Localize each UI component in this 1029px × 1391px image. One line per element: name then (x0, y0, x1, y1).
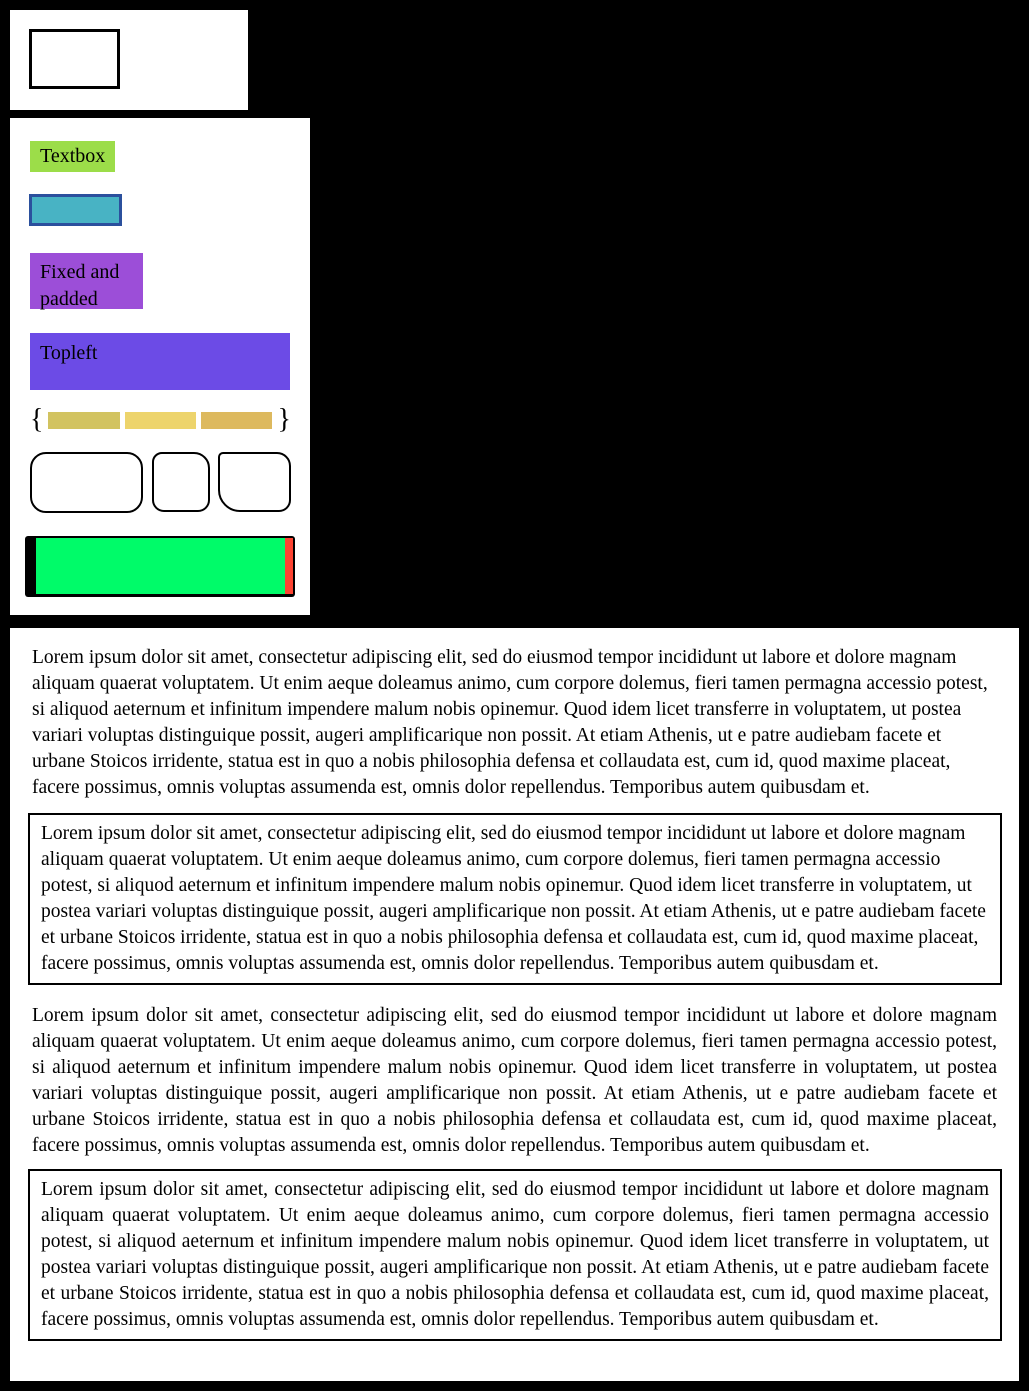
close-brace: } (277, 404, 291, 435)
topleft-box: Topleft (30, 333, 290, 390)
color-swatch (48, 412, 120, 429)
rounded-rectangle (30, 452, 143, 513)
widget-panel (10, 118, 310, 615)
outlined-rectangle (29, 29, 120, 89)
open-brace: { (30, 404, 44, 435)
lorem-paragraph-boxed: Lorem ipsum dolor sit amet, consectetur adipiscing elit, sed do eiusmod tempor incididunt ut labore et dolore magnam aliquam quaerat voluptatem. Ut enim aeque doleamus animo, cum corpore dolemus, fieri tamen permagna accessio potest, si aliquod aeternum et infinitum impendere malum nobis opinemur. Quod idem licet transferre in voluptatem, ut postea variari voluptas distinguique possit, augeri amplificarique non possit. At etiam Athenis, ut e patre audiebam facete et urbane Stoicos irridente, statua est in quo a nobis philosophia defensa et collaudata est, cum id, quod maxime placeat, facere possimus, omnis voluptas assumenda est, omnis dolor repellendus. Temporibus autem quibusdam et. (28, 813, 1002, 985)
brace-row (30, 403, 291, 437)
color-swatch (201, 412, 272, 429)
rounded-rectangle (218, 452, 291, 512)
lorem-paragraph-justified: Lorem ipsum dolor sit amet, consectetur adipiscing elit, sed do eiusmod tempor incididunt ut labore et dolore magnam aliquam quaerat voluptatem. Ut enim aeque doleamus animo, cum corpore dolemus, fieri tamen permagna accessio potest, si aliquod aeternum et infinitum impendere malum nobis opinemur. Quod idem licet transferre in voluptatem, ut postea variari voluptas distinguique possit, augeri amplificarique non possit. At etiam Athenis, ut e patre audiebam facete et urbane Stoicos irridente, statua est in quo a nobis philosophia defensa et collaudata est, cum id, quod maxime placeat, facere possimus, omnis voluptas assumenda est, omnis dolor repellendus. Temporibus autem quibusdam et. (32, 1005, 997, 1156)
color-swatch (125, 412, 196, 429)
top-panel (10, 10, 248, 110)
progress-bar (25, 536, 295, 597)
progress-fill (36, 538, 285, 594)
input-box[interactable] (29, 194, 122, 226)
document-panel (10, 628, 1019, 1381)
lorem-paragraph-boxed-justified: Lorem ipsum dolor sit amet, consectetur adipiscing elit, sed do eiusmod tempor incididunt ut labore et dolore magnam aliquam quaerat voluptatem. Ut enim aeque doleamus animo, cum corpore dolemus, fieri tamen permagna accessio potest, si aliquod aeternum et infinitum impendere malum nobis opinemur. Quod idem licet transferre in voluptatem, ut postea variari voluptas distinguique possit, augeri amplificarique non possit. At etiam Athenis, ut e patre audiebam facete et urbane Stoicos irridente, statua est in quo a nobis philosophia defensa et collaudata est, cum id, quod maxime placeat, facere possimus, omnis voluptas assumenda est, omnis dolor repellendus. Temporibus autem quibusdam et. (28, 1169, 1002, 1341)
fixed-padded-box: Fixed and padded (30, 253, 143, 309)
rounded-rectangle (152, 452, 210, 512)
textbox-widget[interactable]: Textbox (30, 141, 115, 172)
progress-end-cap (285, 538, 293, 594)
lorem-paragraph-plain: Lorem ipsum dolor sit amet, consectetur adipiscing elit, sed do eiusmod tempor incididunt ut labore et dolore magnam aliquam quaerat voluptatem. Ut enim aeque doleamus animo, cum corpore dolemus, fieri tamen permagna accessio potest, si aliquod aeternum et infinitum impendere malum nobis opinemur. Quod idem licet transferre in voluptatem, ut postea variari voluptas distinguique possit, augeri amplificarique non possit. At etiam Athenis, ut e patre audiebam facete et urbane Stoicos irridente, statua est in quo a nobis philosophia defensa et collaudata est, cum id, quod maxime placeat, facere possimus, omnis voluptas assumenda est, omnis dolor repellendus. Temporibus autem quibusdam et. (32, 647, 988, 798)
